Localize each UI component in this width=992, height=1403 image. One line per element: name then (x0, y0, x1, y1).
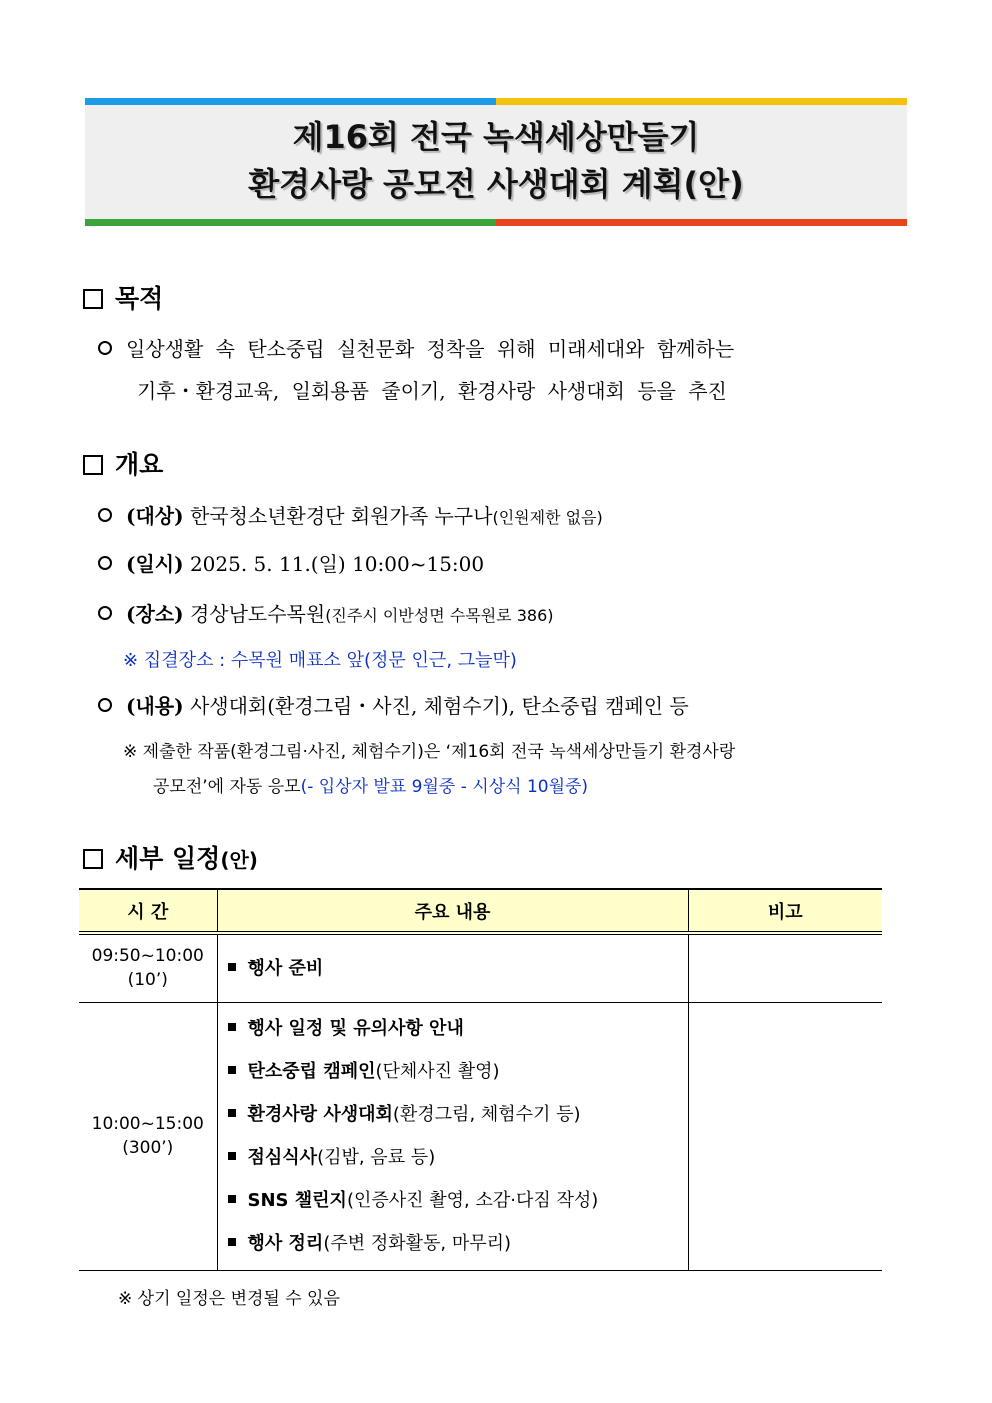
time-cell (79, 933, 217, 1002)
time-range: 10:00~15:00 (91, 1114, 204, 1134)
item-rest: (인증사진 촬영, 소감·다짐 작성) (346, 1190, 599, 1211)
purpose-line-1 (98, 333, 734, 362)
title-banner (85, 98, 907, 226)
section-heading-schedule (83, 839, 258, 875)
submit-note-line-2 (153, 772, 588, 797)
overview-heading: 개요 (115, 450, 164, 479)
checkbox-square-icon (83, 289, 103, 309)
place-label: (장소) (126, 602, 184, 626)
item-rest: (환경그림, 체험수기 등) (392, 1104, 581, 1125)
date-label: (일시) (126, 552, 184, 576)
item-rest: (김밥, 음료 등) (317, 1147, 436, 1168)
time-cell (79, 1002, 217, 1270)
date-text: 2025. 5. 11.(일) 10:00~15:00 (189, 552, 485, 576)
target-text: 한국청소년환경단 회원가족 누구나 (189, 504, 493, 528)
section-heading-purpose (83, 279, 163, 315)
submit-note-text: 공모전’에 자동 응모 (153, 777, 301, 797)
schedule-heading: 세부 일정 (115, 844, 221, 873)
square-bullet-icon (228, 1152, 236, 1160)
purpose-line-2: 기후・환경교육, 일회용품 줄이기, 환경사랑 사생대회 등을 추진 (137, 379, 727, 403)
target-sub: (인원제한 없음) (492, 508, 603, 527)
square-bullet-icon (228, 1023, 236, 1031)
section-heading-overview (83, 445, 163, 481)
content-cell (217, 1002, 688, 1270)
item-bold: SNS 챌린지 (247, 1190, 347, 1211)
item-rest: (주변 정화활동, 마무리) (323, 1233, 512, 1254)
list-item (228, 947, 688, 990)
list-item (228, 1179, 688, 1222)
bar-top-right (496, 98, 907, 105)
circle-bullet-icon (98, 341, 112, 355)
circle-bullet-icon (98, 606, 112, 620)
list-item (228, 1136, 688, 1179)
item-rest: (단체사진 촬영) (375, 1061, 500, 1082)
square-bullet-icon (228, 963, 236, 971)
place-text: 경상남도수목원 (189, 602, 326, 626)
bar-bottom-left (85, 219, 496, 226)
column-header-note: 비고 (688, 889, 882, 933)
title-line-1: 제16회 전국 녹색세상만들기 (292, 118, 700, 156)
schedule-footnote: ※ 상기 일정은 변경될 수 있음 (118, 1289, 340, 1309)
circle-bullet-icon (98, 698, 112, 712)
schedule-heading-suffix: (안) (220, 848, 258, 872)
place-sub: (진주시 이반성면 수목원로 386) (325, 606, 554, 625)
overview-target (98, 500, 603, 529)
table-row (79, 1002, 882, 1270)
item-bold: 행사 일정 및 유의사항 안내 (247, 1018, 464, 1039)
content-cell (217, 933, 688, 1002)
time-duration: (10’) (127, 970, 168, 991)
content-text: 사생대회(환경그림・사진, 체험수기), 탄소중립 캠페인 등 (189, 694, 689, 718)
title-bottom-bar (85, 219, 907, 226)
schedule-table (79, 888, 882, 1271)
list-item (228, 1093, 688, 1136)
list-item (228, 1050, 688, 1093)
list-item (228, 1007, 688, 1050)
purpose-heading: 목적 (115, 284, 164, 313)
circle-bullet-icon (98, 556, 112, 570)
checkbox-square-icon (83, 455, 103, 475)
target-label: (대상) (126, 504, 184, 528)
submit-note-dates: (- 입상자 발표 9월중 - 시상식 10월중) (300, 777, 589, 797)
meeting-place-note: ※ 집결장소 : 수목원 매표소 앞(정문 인근, 그늘막) (123, 650, 517, 671)
list-item (228, 1222, 688, 1265)
overview-date (98, 548, 484, 577)
time-duration: (300’) (122, 1138, 174, 1158)
item-bold: 점심식사 (247, 1147, 318, 1168)
submit-note-line-1: ※ 제출한 작품(환경그림·사진, 체험수기)은 ‘제16회 전국 녹색세상만들기 환경사랑 (123, 742, 736, 762)
square-bullet-icon (228, 1238, 236, 1246)
item-bold: 행사 준비 (247, 957, 324, 979)
column-header-content: 주요 내용 (217, 889, 688, 933)
title-line-2: 환경사랑 공모전 사생대회 계획(안) (248, 165, 744, 203)
content-label: (내용) (126, 694, 184, 718)
square-bullet-icon (228, 1109, 236, 1117)
square-bullet-icon (228, 1195, 236, 1203)
table-header-row (79, 889, 882, 933)
purpose-text-1: 일상생활 속 탄소중립 실천문화 정착을 위해 미래세대와 함께하는 (126, 337, 735, 361)
overview-content (98, 690, 689, 719)
time-range: 09:50~10:00 (91, 946, 204, 967)
circle-bullet-icon (98, 508, 112, 522)
square-bullet-icon (228, 1066, 236, 1074)
note-cell (688, 1002, 882, 1270)
bar-top-left (85, 98, 496, 105)
bar-bottom-right (496, 219, 907, 226)
overview-place (98, 598, 554, 627)
checkbox-square-icon (83, 849, 103, 869)
note-cell (688, 933, 882, 1002)
page-title (85, 114, 907, 208)
item-bold: 탄소중립 캠페인 (247, 1061, 376, 1082)
item-bold: 행사 정리 (247, 1233, 324, 1254)
title-top-bar (85, 98, 907, 105)
column-header-time: 시 간 (79, 889, 217, 933)
item-bold: 환경사랑 사생대회 (247, 1104, 393, 1125)
table-row (79, 933, 882, 1002)
